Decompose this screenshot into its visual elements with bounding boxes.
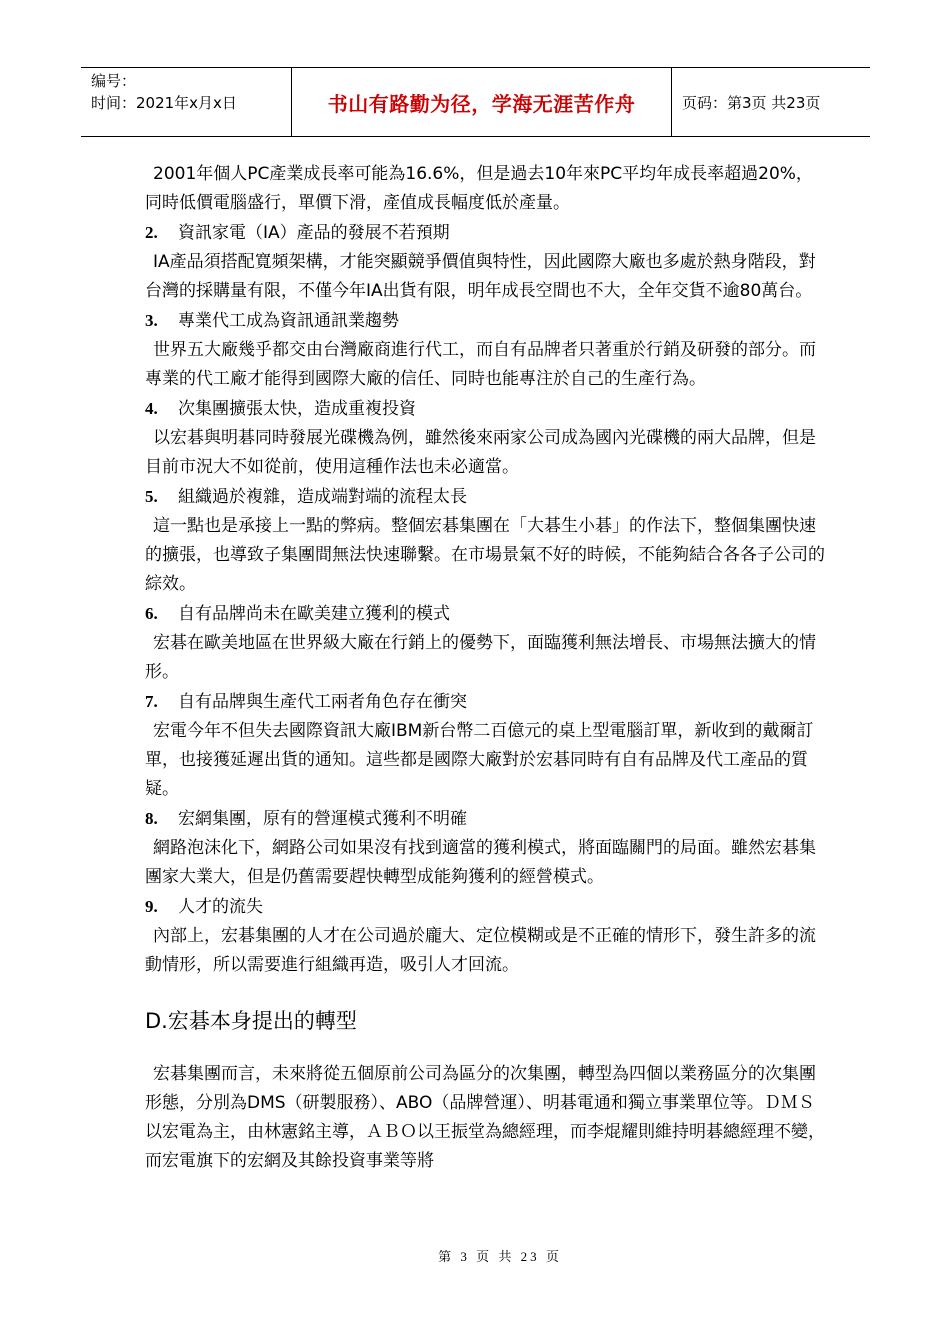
header-time-label: 时间：2021年x月x日 — [91, 94, 237, 112]
item-number: 8. — [145, 809, 158, 828]
item-title: 自有品牌與生產代工兩者角色存在衝突 — [178, 692, 467, 712]
item-number: 4. — [145, 399, 158, 418]
item-heading — [145, 394, 825, 424]
item-heading — [145, 892, 825, 922]
item-text: 網路泡沫化下，網路公司如果沒有找到適當的獲利模式，將面臨關門的局面。雖然宏碁集團家大業大，但是仍舊需要趕快轉型成能夠獲利的經營模式。 — [145, 838, 816, 887]
header-id-label: 编号： — [91, 72, 137, 90]
item-heading — [145, 687, 825, 717]
item-9 — [145, 892, 825, 980]
item-number: 2. — [145, 223, 158, 242]
item-title: 宏網集團，原有的營運模式獲利不明確 — [178, 809, 467, 829]
item-7 — [145, 687, 825, 804]
item-heading — [145, 482, 825, 512]
item-title: 自有品牌尚未在歐美建立獲利的模式 — [178, 604, 450, 624]
item-text: 宏碁在歐美地區在世界級大廠在行銷上的優勢下，面臨獲利無法增長、市場無法擴大的情形。 — [145, 633, 816, 682]
item-text: IA產品須搭配寬頻架構，才能突顯競爭價值與特性，因此國際大廠也多處於熱身階段，對台灣的採購量有限，不僅今年IA出貨有限，明年成長空間也不大，全年交貨不逾80萬台。 — [145, 252, 816, 301]
item-text: 這一點也是承接上一點的弊病。整個宏碁集團在「大碁生小碁」的作法下，整個集團快速的擴張，也導致子集團間無法快速聯繫。在市場景氣不好的時候，不能夠結合各各子公司的綜效。 — [145, 516, 825, 594]
item-4 — [145, 394, 825, 482]
item-heading — [145, 599, 825, 629]
page-footer: 第 3 页 共 23 页 — [438, 1249, 562, 1264]
item-heading — [145, 306, 825, 336]
item-text: 以宏碁與明碁同時發展光碟機為例，雖然後來兩家公司成為國內光碟機的兩大品牌，但是目前市況大不如從前，使用這種作法也未必適當。 — [145, 428, 816, 477]
item-3 — [145, 306, 825, 394]
header-motto: 书山有路勤为径，学海无涯苦作舟 — [292, 68, 672, 137]
item-title: 次集團擴張太快，造成重複投資 — [178, 399, 416, 419]
item-heading — [145, 218, 825, 248]
item-number: 9. — [145, 897, 158, 916]
item-title: 資訊家電（IA）產品的發展不若預期 — [178, 223, 450, 243]
item-number: 5. — [145, 487, 158, 506]
item-8 — [145, 804, 825, 892]
section-title: D.宏碁本身提出的轉型 — [145, 1009, 357, 1033]
item-text: 內部上，宏碁集團的人才在公司過於龐大、定位模糊或是不正確的情形下，發生許多的流動情形，所以需要進行組織再造，吸引人才回流。 — [145, 926, 816, 975]
item-text: 宏電今年不但失去國際資訊大廠IBM新台幣二百億元的桌上型電腦訂單，新收到的戴爾訂單，也接獲延遲出貨的通知。這些都是國際大廠對於宏碁同時有自有品牌及代工產品的質疑。 — [145, 721, 814, 799]
item-5 — [145, 482, 825, 599]
header-meta — [81, 68, 292, 137]
item-text: 世界五大廠幾乎都交由台灣廠商進行代工，而自有品牌者只著重於行銷及研發的部分。而專業的代工廠才能得到國際大廠的信任、同時也能專注於自己的生產行為。 — [145, 340, 816, 389]
item-number: 6. — [145, 604, 158, 623]
item-number: 3. — [145, 311, 158, 330]
paragraph-intro: 2001年個人PC產業成長率可能為16.6%，但是過去10年來PC平均年成長率超過20%，同時低價電腦盛行，單價下滑，產值成長幅度低於產量。 — [145, 164, 813, 213]
item-number: 7. — [145, 692, 158, 711]
item-title: 人才的流失 — [178, 897, 263, 917]
paragraph-transformation: 宏碁集團而言，未來將從五個原前公司為區分的次集團，轉型為四個以業務區分的次集團形態，分別為DMS（研製服務）、ABO（品牌營運）、明碁電通和獨立事業單位等。ＤＭＳ以宏電為主，由林憲銘主導，ＡＢＯ以王振堂為總經理，而李焜耀則維持明碁總經理不變，而宏電旗下的宏網及其餘投資事業等將 — [145, 1064, 825, 1171]
header-page-info: 页码：第3页 共23页 — [672, 68, 871, 137]
item-6 — [145, 599, 825, 687]
item-title: 專業代工成為資訊通訊業趨勢 — [178, 311, 399, 331]
item-2 — [145, 218, 825, 306]
document-body — [145, 160, 825, 1176]
item-heading — [145, 804, 825, 834]
page-header — [81, 67, 870, 137]
item-title: 組織過於複雜，造成端對端的流程太長 — [178, 487, 467, 507]
